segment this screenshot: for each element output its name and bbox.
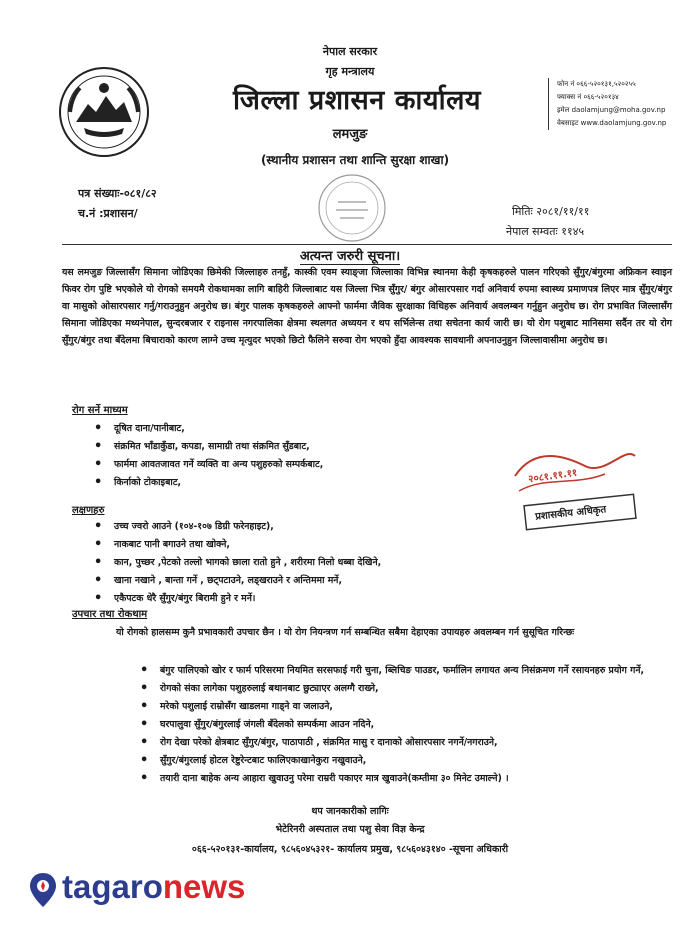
list-item: • खाना नखाने , बान्ता गर्ने , छट्पटाउने, लड्खराउने र अन्तिममा मर्ने, [94,572,381,590]
list-item: • कान, पुच्छर ,पेटको तल्लो भागको छाला रातो हुने , शरीरमा निलो धब्बा देखिने, [94,554,381,572]
transmission-list [94,420,323,492]
contact-phones: ०६६-५२०१३१-कार्यालय, ९८५६०४५३२१- कार्यालय प्रमुख, ९८५६०४३१४० -सूचना अधिकारी [191,844,509,855]
tagaro-logo-icon [28,871,58,909]
contact-phone: फोन नं ०६६-५२०१३१,५२०२५५ [557,80,636,88]
notice-title [0,246,700,264]
list-item: • मरेको पशुलाई राम्रोसँग खाडलमा गाड्ने वा जलाउने, [140,698,680,716]
list-item: • सुँगुर/बंगुरलाई होटल रेष्टुरेन्टबाट फालिएकाखानेकुरा नखुवाउने, [140,752,680,770]
letter-number: पत्र संख्याः-०८१/८२ [78,187,157,200]
more-info-label: थप जानकारीको लागिः [311,806,389,817]
signature-stamp-icon [505,436,645,536]
transmission-heading: रोग सर्ने माध्यम [72,405,128,416]
contact-email[interactable]: इमेल daolamjung@moha.gov.np [557,106,666,114]
contact-fax: फ्याक्स नं ०६६-५२०१३४ [557,93,619,101]
signature-date: २०८१.११.११ [527,467,578,486]
treatment-intro: यो रोगको हालसम्म कुनै प्रभावकारी उपचार छैन । यो रोग नियन्त्रण गर्न सम्बन्धित सबैमा देहाएका उपायहरु अवलम्बन गर्न सुसूचित गरिन्छः [116,627,575,638]
list-item: • फार्ममा आवतजावत गर्ने व्यक्ति वा अन्य पशुहरुको सम्पर्कबाट, [94,456,323,474]
symptoms-heading: लक्षणहरु [72,505,105,516]
notice-title-text: अत्यन्त जरुरी सूचना। [299,249,401,264]
nepal-emblem-icon [58,66,150,158]
list-item: • रोगको संका लागेका पशुहरुलाई बथानबाट छुट्याएर अलग्गै राख्ने, [140,680,680,698]
list-item: • रोग देखा परेको क्षेत्रबाट सुँगुर/बंगुर, पाठापाठी , संक्रमित मासु र दानाको ओसारपसार नगर्ने/नगराउने, [140,734,680,752]
office-seal-icon [316,172,388,244]
date-nepal-sambat: नेपाल सम्वतः ११४५ [506,225,585,238]
branch-name: (स्थानीय प्रशासन तथा शान्ति सुरक्षा शाखा) [260,153,450,167]
office-name: जिल्ला प्रशासन कार्यालय [232,85,482,116]
list-item: • घरपालुवा सुँगुर/बंगुरलाई जंगली बँदेलको सम्पर्कमा आउन नदिने, [140,716,680,734]
officer-title: प्रशासकीय अधिकृत [534,504,607,523]
ministry-name: गृह मन्त्रालय [325,65,375,78]
list-item: • दूषित दाना/पानीबाट, [94,420,323,438]
dispatch-number: च.नं :प्रशासन/ [78,207,138,220]
symptoms-list [94,518,381,608]
brand-part1: tagaro [62,868,163,905]
list-item: • किर्नाको टोकाइबाट, [94,474,323,492]
brand-part2: news [162,868,246,905]
contact-website[interactable]: वेबसाइट www.daolamjung.gov.np [557,119,667,127]
vet-center-name: भेटेरिनरी अस्पताल तथा पशु सेवा विज्ञ केन्द्र [275,824,425,835]
list-item: • बंगुर पालिएको खोर र फार्म परिसरमा नियमित सरसफाई गरी चुना, ब्लिचिङ पाउडर, फर्मालिन लगायत अन्य निसंक्रमण गर्ने रसायनहरु प्रयोग गर्ने, [140,662,680,680]
list-item: • संक्रमित भाँडाकुँडा, कपडा, सामाग्री तथा संक्रमित सुँडबाट, [94,438,323,456]
divider [62,244,672,245]
contact-block [548,78,700,130]
list-item: • उच्च ज्वरो आउने (१०४-१०७ डिग्री फरेनहाइट), [94,518,381,536]
brand-watermark [62,868,245,906]
list-item: • तयारी दाना बाहेक अन्य आहारा खुवाउनु परेमा राम्ररी पकाएर मात्र खुवाउने(कम्तीमा ३० मिनेट उमाल्ने) । [140,770,680,788]
district-name: लमजुङ [332,127,368,142]
treatment-list [140,662,680,788]
notice-intro: यस लमजुङ जिल्लासँग सिमाना जोडिएका छिमेकी जिल्लाहरु तनहुँ, कास्की एवम स्याङ्जा जिल्लाका विभिन्न स्थानमा केही कृषकहरुले पालन गरिएको सुँगुर/बंगुरमा अफ्रिकन स्वाइन फिवर रोग पुष्टि भएकोले यो रोगको समयमै रोकथामका लागि बाहिरी जिल्लाबाट यस जिल्ला भित्र सुँगुर/ बंगुर ओसारपसार गर्दा अनिवार्य रुपमा स्वास्थ्य प्रमाणपत्र लिएर मात्र सुँगुर/बंगुर वा मासुको ओसारपसार गर्नु/गराउनुहुन अनुरोध छ। बंगुर पालक कृषकहरुले आफ्नो फार्ममा जैविक सुरक्षाका विधिहरू अनिवार्य अवलम्बन गर्नुहुन अनुरोध छ। रोग प्रभावित जिल्लासँग सिमाना जोडिएका मध्यनेपाल, सुन्दरबजार र राइनास नगरपालिका क्षेत्रमा स्थलगत अध्ययन र थप सर्भिलेन्स तथा सचेतना कार्य जारी छ। यो रोग पशुबाट मानिसमा सर्दैन तर यो रोग सुँगुर/बंगुर तथा बँदेलमा बिचाराको कारण लाग्ने उच्च मृत्युदर भएको छिटो फैलिने सरुवा रोग भएको हुँदा आवश्यक सावधानी अपनाउनुहुन जिल्लावासीमा अनुरोध छ। [62,267,672,346]
government-name: नेपाल सरकार [322,45,378,58]
date-bs: मितिः २०८१/११/११ [512,205,590,218]
list-item: • नाकबाट पानी बगाउने तथा खोक्ने, [94,536,381,554]
list-item: • एकैपटक धेरै सुँगुर/बंगुर बिरामी हुने र मर्ने। [94,590,381,608]
treatment-heading: उपचार तथा रोकथाम [72,609,148,620]
